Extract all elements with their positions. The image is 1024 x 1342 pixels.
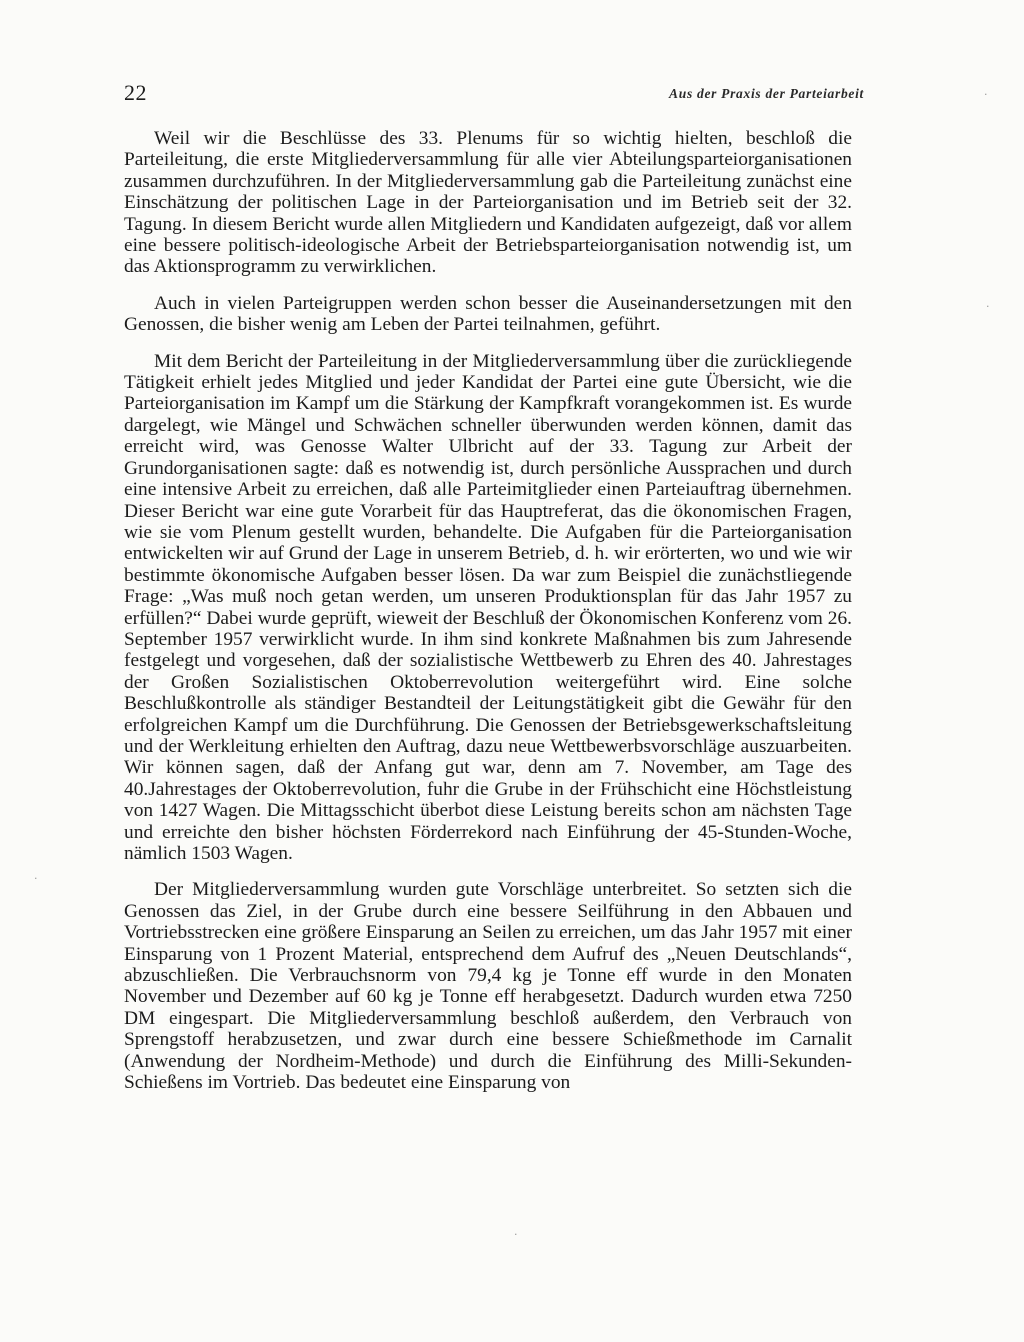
scan-speck: · xyxy=(514,1228,518,1241)
paragraph: Auch in vielen Parteigruppen werden schon besser die Auseinandersetzungen mit den Genossen, die bisher wenig am Leben der Partei teilnahmen, geführt. xyxy=(124,292,852,336)
scan-speck: · xyxy=(984,88,988,101)
paragraph: Weil wir die Beschlüsse des 33. Plenums für so wichtig hielten, beschloß die Parteileitung, die erste Mitgliederversammlung für alle vier Abteilungsparteiorganisationen zusammen durchzuführen. In der Mitgliederversammlung gab die Parteileitung zunächst eine Einschätzung der politischen Lage in der Parteiorganisation und im Betrieb seit der 32. Tagung. In diesem Bericht wurde allen Mitgliedern und Kandidaten aufgezeigt, daß vor allem eine bessere politisch-ideologische Arbeit der Betriebsparteiorganisation notwendig ist, um das Aktionsprogramm zu verwirklichen. xyxy=(124,128,852,278)
paragraph: Der Mitgliederversammlung wurden gute Vorschläge unterbreitet. So setzten sich die Genossen das Ziel, in der Grube durch eine bessere Seilführung in den Abbauen und Vortriebsstrecken eine größere Einsparung an Seilen zu erreichen, um das Jahr 1957 mit einer Einsparung von 1 Prozent Material, entsprechend dem Aufruf des „Neuen Deutschlands“, abzuschließen. Die Verbrauchsnorm von 79,4 kg je Tonne eff wurde in den Monaten November und Dezember auf 60 kg je Tonne eff herabgesetzt. Dadurch wurden etwa 7250 DM eingespart. Die Mitgliederversammlung beschloß außerdem, den Verbrauch von Sprengstoff herabzusetzen, und zwar durch eine bessere Schießmethode im Carnalit (Anwendung der Nordheim-Methode) und durch die Einführung des Milli-Sekunden-Schießens im Vortrieb. Das bedeutet eine Einsparung von xyxy=(124,879,852,1094)
paragraph: Mit dem Bericht der Parteileitung in der Mitgliederversammlung über die zurückliegende Tätigkeit erhielt jedes Mitglied und jeder Kandidat der Partei eine gute Übersicht, wie die Parteiorganisation im Kampf um die Stärkung der Kampfkraft vorangekommen ist. Es wurde dargelegt, wie Mängel und Schwächen schneller überwunden werden können, damit das erreicht wird, was Genosse Walter Ulbricht auf der 33. Tagung zur Arbeit der Grundorganisationen sagte: daß es notwendig ist, durch persönliche Aussprachen und durch eine intensive Arbeit zu erreichen, daß alle Parteimitglieder einen Parteiauftrag übernehmen. Dieser Bericht war eine gute Vorarbeit für das Hauptreferat, das die ökonomischen Fragen, wie sie vom Plenum gestellt wurden, behandelte. Die Aufgaben für die Parteiorganisation entwickelten wir auf Grund der Lage in unserem Betrieb, d. h. wir erörterten, wo und wie wir bestimmte ökonomische Aufgaben besser lösen. Da war zum Beispiel die zunächstliegende Frage: „Was muß noch getan werden, um unseren Produktionsplan für das Jahr 1957 zu erfüllen?“ Dabei wurde geprüft, wieweit der Beschluß der Ökonomischen Konferenz vom 26. September 1957 verwirklicht wurde. In ihm sind konkrete Maßnahmen bis zum Jahresende festgelegt und vorgesehen, daß der sozialistische Wettbewerb zu Ehren des 40. Jahrestages der Großen Sozialistischen Oktoberrevolution weitergeführt wird. Eine solche Beschlußkontrolle als ständiger Bestandteil der Leitungstätigkeit gibt die Gewähr für den erfolgreichen Kampf um die Durchführung. Die Genossen der Betriebsgewerkschaftsleitung und der Werkleitung erhielten den Auftrag, dazu neue Wettbewerbsvorschläge auszuarbeiten. Wir können sagen, daß der Anfang gut war, denn am 7. November, am Tage des 40.Jahrestages der Oktoberrevolution, fuhr die Grube in der Frühschicht eine Höchstleistung von 1427 Wagen. Die Mittagsschicht überbot diese Leistung bereits schon am nächsten Tage und erreichte den bisher höchsten Förderrekord nach Einführung der 45-Stunden-Woche, nämlich 1503 Wagen. xyxy=(124,350,852,864)
scan-speck: · xyxy=(34,872,38,885)
running-title: Aus der Praxis der Parteiarbeit xyxy=(669,86,864,101)
page-number: 22 xyxy=(124,80,147,105)
scan-speck: · xyxy=(986,300,990,313)
article-body xyxy=(124,128,852,1218)
